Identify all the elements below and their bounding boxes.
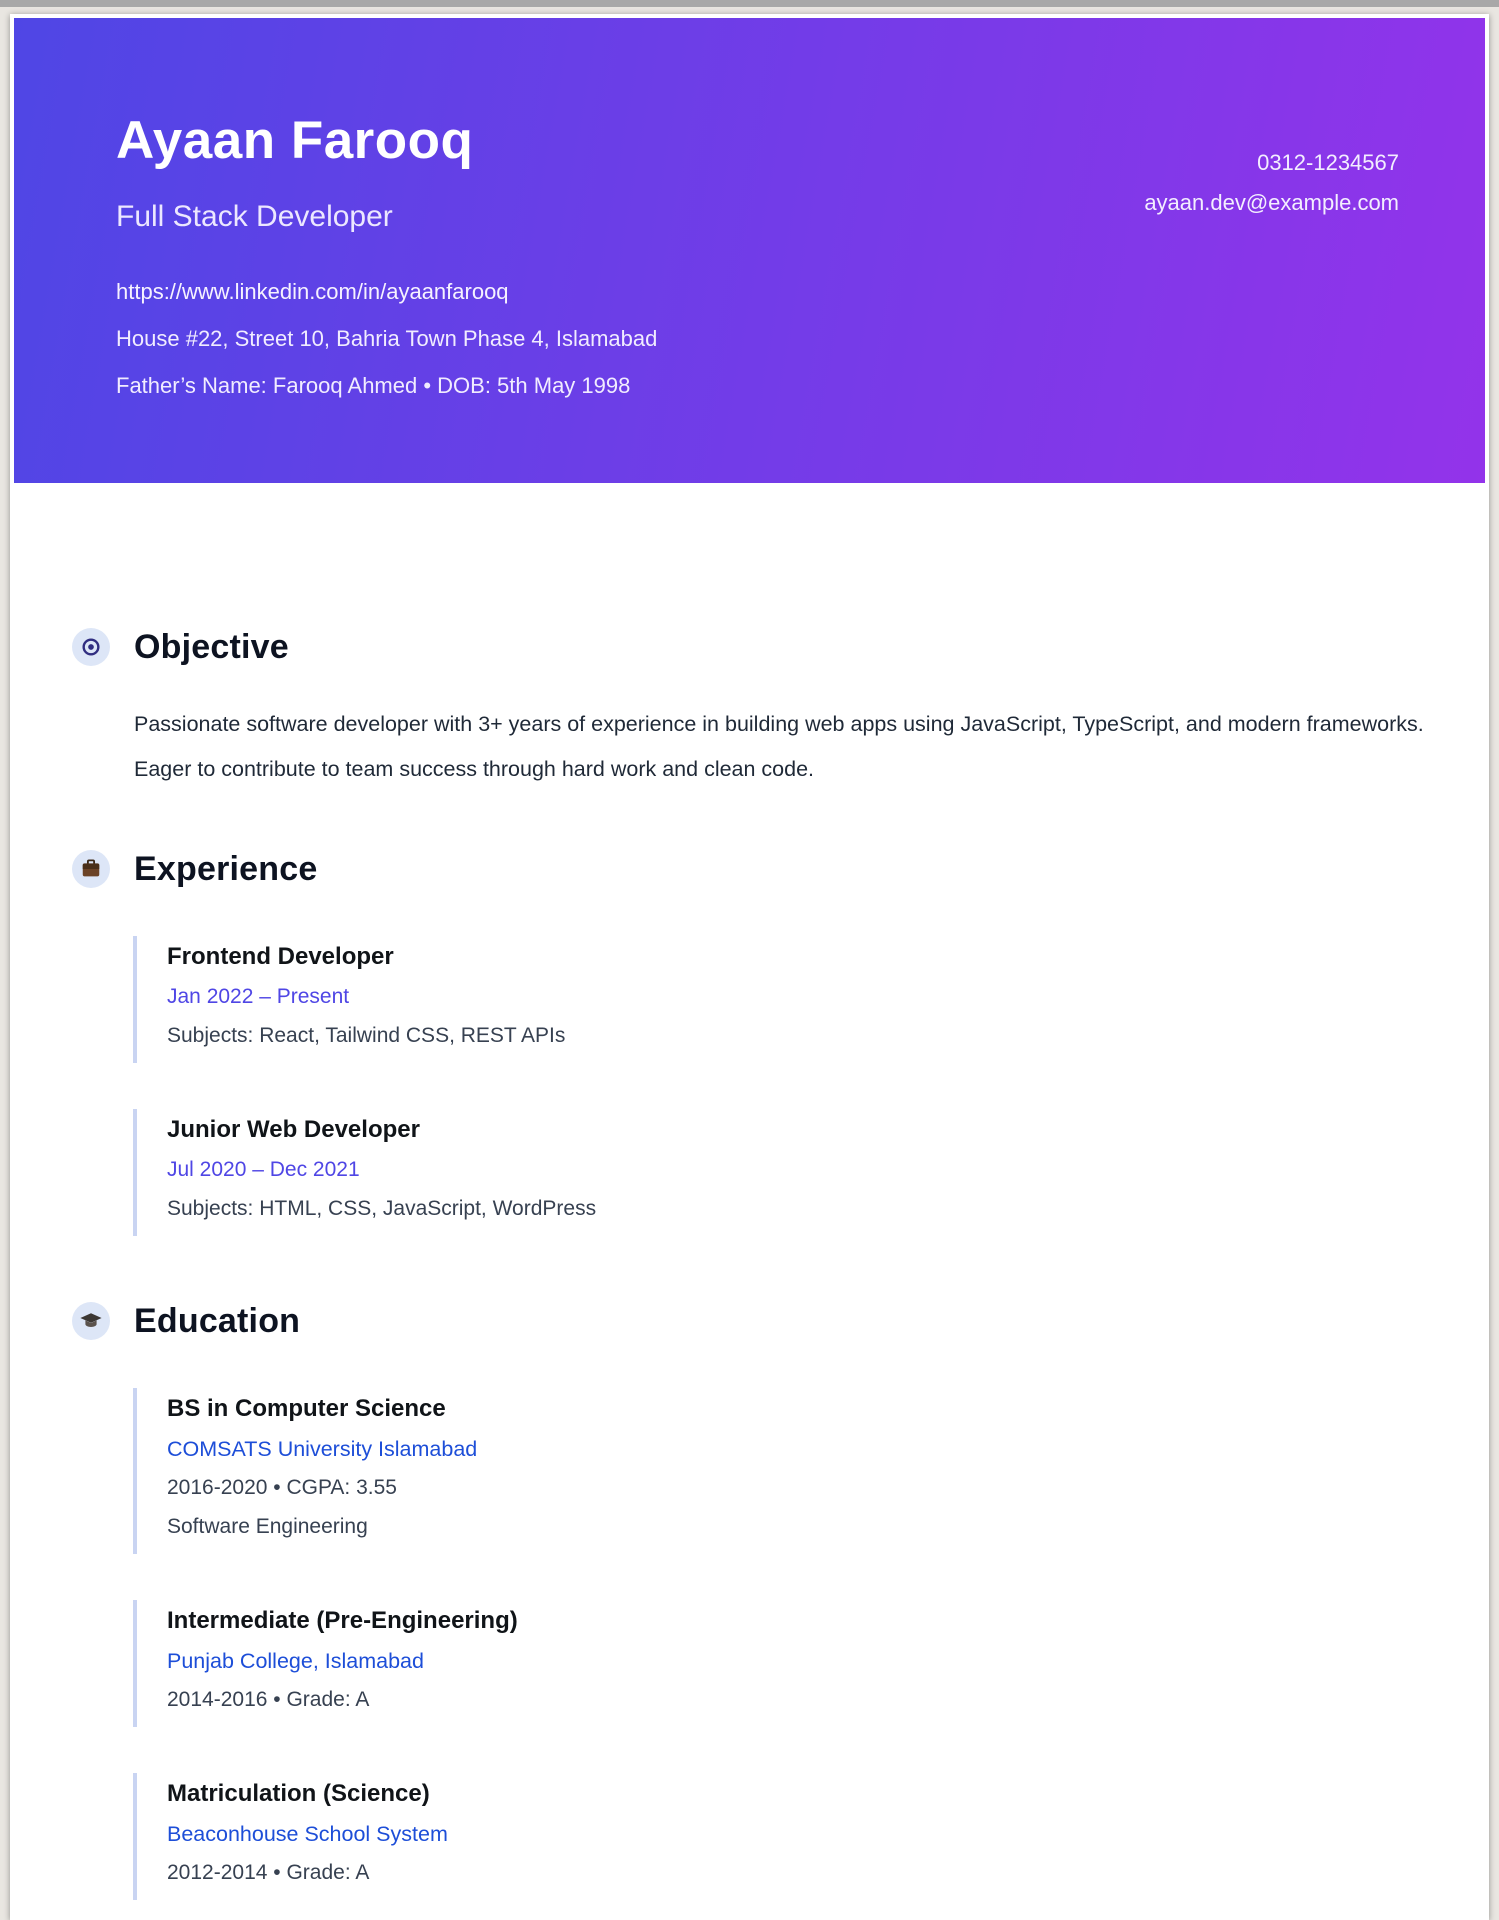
education-entry <box>133 1388 1419 1554</box>
objective-paragraph: Passionate software developer with 3+ years of experience in building web apps using JavaScript, TypeScript, and modern frameworks. Eager to contribute to team success through hard work and clean code. <box>134 712 1424 781</box>
linkedin-url[interactable]: https://www.linkedin.com/in/ayaanfarooq <box>116 279 509 304</box>
father-dob-line: Father’s Name: Farooq Ahmed • DOB: 5th May 1998 <box>116 373 631 398</box>
job-subjects: Subjects: React, Tailwind CSS, REST APIs <box>167 1024 566 1047</box>
experience-entry <box>133 936 1419 1063</box>
degree-details: 2012-2014 • Grade: A <box>167 1861 370 1884</box>
education-entries <box>133 1388 1419 1900</box>
job-role: Junior Web Developer <box>167 1116 420 1143</box>
address-line: House #22, Street 10, Bahria Town Phase 4, Islamabad <box>116 326 658 351</box>
experience-heading-row <box>72 850 1419 888</box>
section-objective <box>72 483 1424 792</box>
education-entry <box>133 1773 1419 1900</box>
graduation-cap-icon <box>72 1302 110 1340</box>
header-info <box>116 278 1399 399</box>
education-title: Education <box>134 1302 301 1340</box>
target-icon <box>72 628 110 666</box>
resume-body <box>10 483 1489 1900</box>
degree-title: Intermediate (Pre-Engineering) <box>167 1607 518 1634</box>
objective-heading-row <box>72 628 1419 666</box>
job-dates: Jan 2022 – Present <box>167 985 350 1008</box>
contact-block <box>1144 149 1399 216</box>
experience-title: Experience <box>134 850 318 888</box>
education-heading-row <box>72 1302 1419 1340</box>
email-address: ayaan.dev@example.com <box>1144 190 1399 215</box>
experience-entries <box>133 936 1419 1236</box>
phone-number: 0312-1234567 <box>1257 150 1399 175</box>
degree-title: BS in Computer Science <box>167 1395 446 1422</box>
resume-header <box>14 18 1485 483</box>
experience-entry <box>133 1109 1419 1236</box>
section-experience <box>72 792 1419 1236</box>
resume-document <box>10 14 1489 1920</box>
job-role: Frontend Developer <box>167 943 394 970</box>
degree-details: 2014-2016 • Grade: A <box>167 1688 370 1711</box>
institution-link[interactable]: Beaconhouse School System <box>167 1822 448 1846</box>
degree-title: Matriculation (Science) <box>167 1780 430 1807</box>
objective-title: Objective <box>134 628 289 666</box>
job-subjects: Subjects: HTML, CSS, JavaScript, WordPress <box>167 1197 597 1220</box>
job-title: Full Stack Developer <box>116 200 393 233</box>
window-top-edge <box>0 0 1499 7</box>
person-name: Ayaan Farooq <box>116 111 474 170</box>
institution-link[interactable]: COMSATS University Islamabad <box>167 1437 478 1461</box>
degree-major: Software Engineering <box>167 1515 368 1538</box>
briefcase-icon <box>72 850 110 888</box>
institution-link[interactable]: Punjab College, Islamabad <box>167 1649 424 1673</box>
job-dates: Jul 2020 – Dec 2021 <box>167 1158 360 1181</box>
degree-details: 2016-2020 • CGPA: 3.55 <box>167 1476 397 1499</box>
section-education <box>72 1236 1419 1900</box>
education-entry <box>133 1600 1419 1727</box>
